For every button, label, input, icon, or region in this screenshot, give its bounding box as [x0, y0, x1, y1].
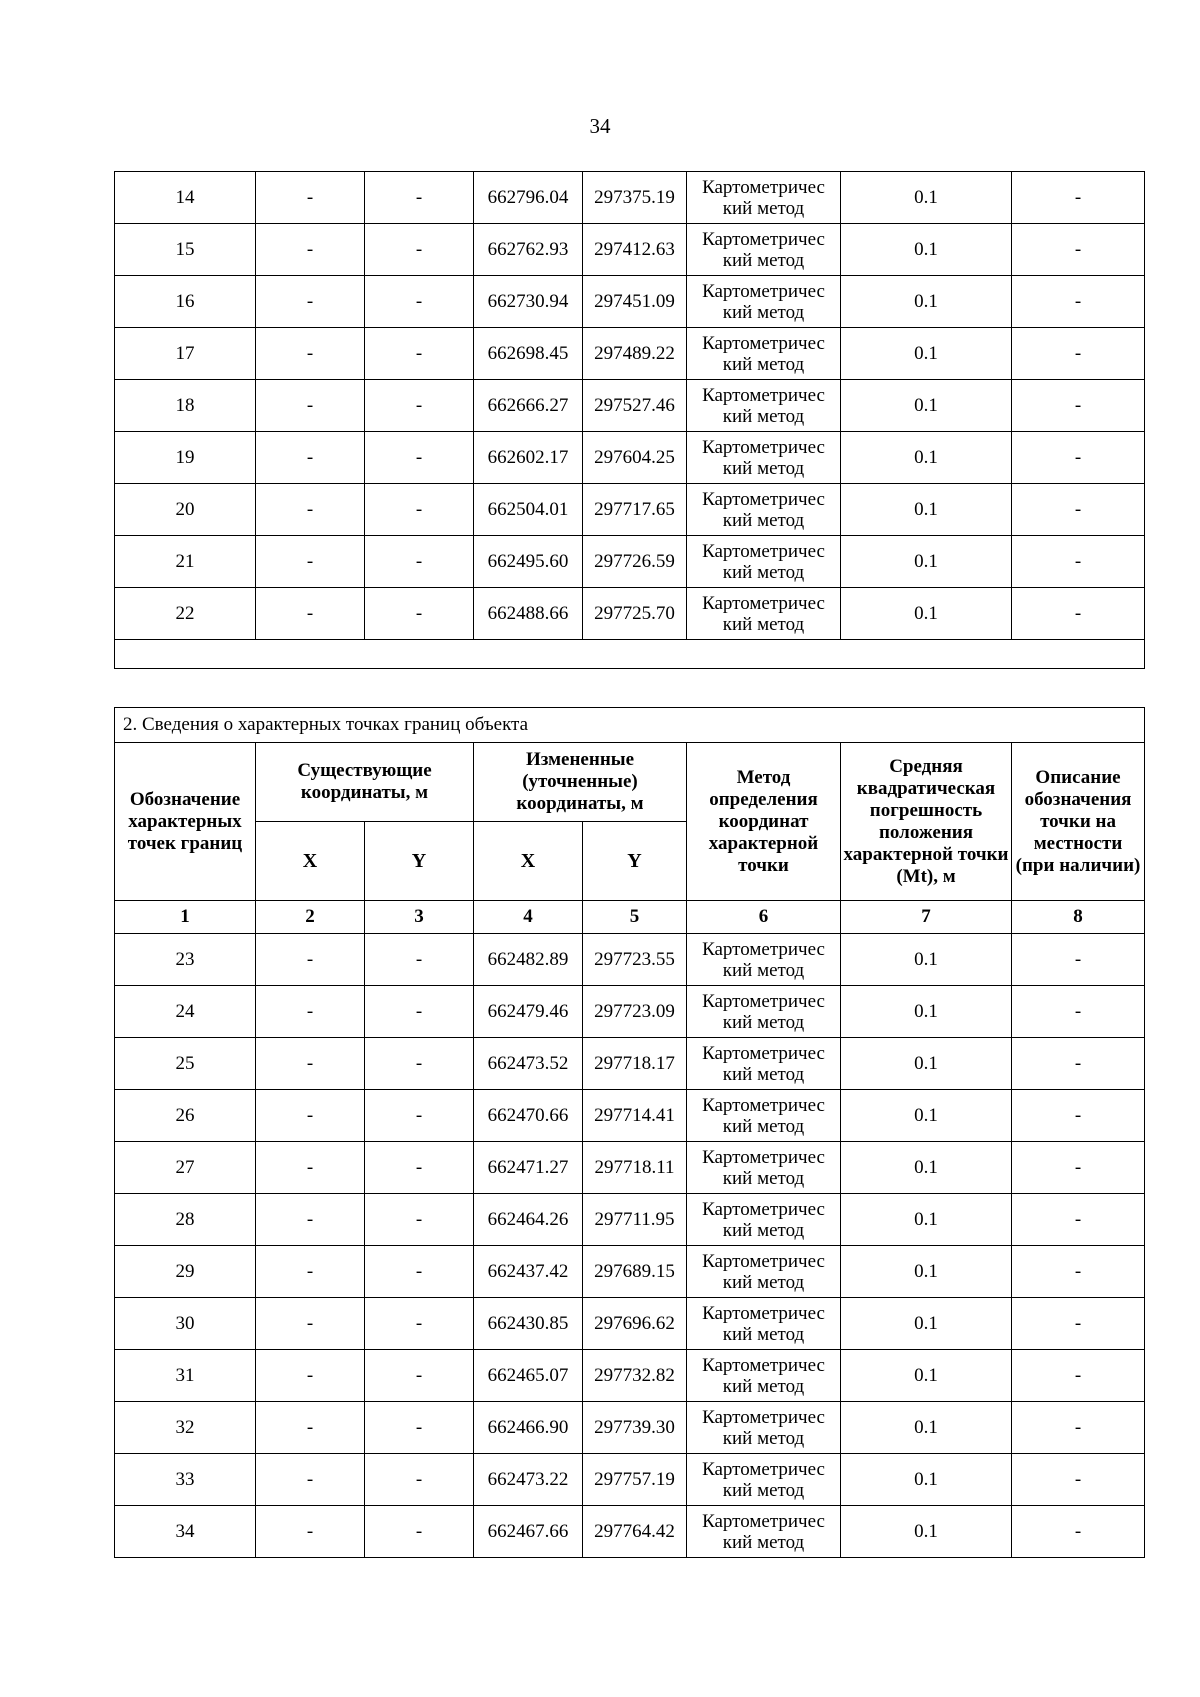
column-number: 8 — [1012, 901, 1145, 934]
cell-point-id: 27 — [115, 1142, 256, 1194]
table-row — [115, 1142, 1145, 1194]
cell-method: Картометричес кий метод — [687, 224, 841, 276]
characteristic-points-table — [114, 707, 1145, 1558]
cell-y: 297527.46 — [583, 380, 687, 432]
column-number: 4 — [474, 901, 583, 934]
cell-existing-y: - — [365, 588, 474, 640]
table-row — [115, 276, 1145, 328]
cell-point-id: 18 — [115, 380, 256, 432]
cell-description: - — [1012, 224, 1145, 276]
cell-mt: 0.1 — [841, 1350, 1012, 1402]
cell-mt: 0.1 — [841, 224, 1012, 276]
cell-existing-y: - — [365, 432, 474, 484]
cell-y: 297718.17 — [583, 1038, 687, 1090]
cell-method: Картометричес кий метод — [687, 1454, 841, 1506]
header-changed-coords: Измененные (уточненные) координаты, м — [474, 743, 687, 822]
cell-method: Картометричес кий метод — [687, 328, 841, 380]
cell-y: 297764.42 — [583, 1506, 687, 1558]
table-row — [115, 1038, 1145, 1090]
cell-x: 662473.22 — [474, 1454, 583, 1506]
table-row — [115, 1298, 1145, 1350]
cell-description: - — [1012, 172, 1145, 224]
cell-x: 662666.27 — [474, 380, 583, 432]
header-description: Описание обозначения точки на местности (при наличии) — [1012, 743, 1145, 901]
cell-y: 297739.30 — [583, 1402, 687, 1454]
cell-y: 297689.15 — [583, 1246, 687, 1298]
cell-method: Картометричес кий метод — [687, 934, 841, 986]
cell-description: - — [1012, 432, 1145, 484]
cell-description: - — [1012, 1402, 1145, 1454]
cell-existing-x: - — [256, 1194, 365, 1246]
cell-description: - — [1012, 380, 1145, 432]
table-row — [115, 380, 1145, 432]
cell-method: Картометричес кий метод — [687, 1298, 841, 1350]
cell-existing-x: - — [256, 986, 365, 1038]
cell-mt: 0.1 — [841, 1090, 1012, 1142]
table-row — [115, 1090, 1145, 1142]
cell-x: 662465.07 — [474, 1350, 583, 1402]
cell-existing-x: - — [256, 588, 365, 640]
cell-existing-y: - — [365, 1506, 474, 1558]
cell-y: 297718.11 — [583, 1142, 687, 1194]
cell-mt: 0.1 — [841, 1194, 1012, 1246]
cell-point-id: 26 — [115, 1090, 256, 1142]
cell-existing-x: - — [256, 1142, 365, 1194]
cell-method: Картометричес кий метод — [687, 1090, 841, 1142]
table-row — [115, 1402, 1145, 1454]
table-row — [115, 588, 1145, 640]
cell-y: 297412.63 — [583, 224, 687, 276]
table-row — [115, 536, 1145, 588]
cell-x: 662796.04 — [474, 172, 583, 224]
header-point: Обозначение характерных точек границ — [115, 743, 256, 901]
cell-existing-x: - — [256, 172, 365, 224]
cell-existing-y: - — [365, 1038, 474, 1090]
cell-existing-x: - — [256, 328, 365, 380]
cell-existing-x: - — [256, 1402, 365, 1454]
cell-description: - — [1012, 1142, 1145, 1194]
cell-existing-y: - — [365, 986, 474, 1038]
cell-method: Картометричес кий метод — [687, 588, 841, 640]
cell-existing-y: - — [365, 1246, 474, 1298]
table-row — [115, 934, 1145, 986]
header-changed-y: Y — [583, 822, 687, 901]
cell-method: Картометричес кий метод — [687, 1142, 841, 1194]
cell-mt: 0.1 — [841, 934, 1012, 986]
cell-point-id: 25 — [115, 1038, 256, 1090]
section-title: 2. Сведения о характерных точках границ объекта — [115, 708, 1145, 743]
header-existing-x: X — [256, 822, 365, 901]
cell-x: 662467.66 — [474, 1506, 583, 1558]
cell-existing-x: - — [256, 1246, 365, 1298]
cell-x: 662762.93 — [474, 224, 583, 276]
cell-x: 662504.01 — [474, 484, 583, 536]
cell-point-id: 16 — [115, 276, 256, 328]
cell-point-id: 21 — [115, 536, 256, 588]
cell-existing-y: - — [365, 1142, 474, 1194]
cell-existing-x: - — [256, 1350, 365, 1402]
table-row — [115, 1246, 1145, 1298]
cell-x: 662730.94 — [474, 276, 583, 328]
column-number: 1 — [115, 901, 256, 934]
cell-mt: 0.1 — [841, 1454, 1012, 1506]
cell-existing-x: - — [256, 276, 365, 328]
cell-point-id: 20 — [115, 484, 256, 536]
header-mt: Средняя квадратическая погрешность положения характерной точки (Mt), м — [841, 743, 1012, 901]
cell-existing-x: - — [256, 432, 365, 484]
cell-point-id: 30 — [115, 1298, 256, 1350]
column-number: 3 — [365, 901, 474, 934]
cell-description: - — [1012, 1298, 1145, 1350]
cell-mt: 0.1 — [841, 1038, 1012, 1090]
cell-description: - — [1012, 934, 1145, 986]
table-row — [115, 1194, 1145, 1246]
cell-description: - — [1012, 986, 1145, 1038]
cell-method: Картометричес кий метод — [687, 986, 841, 1038]
cell-method: Картометричес кий метод — [687, 1350, 841, 1402]
cell-y: 297711.95 — [583, 1194, 687, 1246]
cell-mt: 0.1 — [841, 1142, 1012, 1194]
cell-mt: 0.1 — [841, 1402, 1012, 1454]
cell-x: 662470.66 — [474, 1090, 583, 1142]
cell-x: 662466.90 — [474, 1402, 583, 1454]
cell-existing-y: - — [365, 1090, 474, 1142]
cell-existing-x: - — [256, 536, 365, 588]
table-body — [115, 172, 1145, 640]
coordinates-table-continued — [114, 171, 1145, 669]
cell-description: - — [1012, 536, 1145, 588]
cell-method: Картометричес кий метод — [687, 1402, 841, 1454]
cell-existing-y: - — [365, 1194, 474, 1246]
header-method: Метод определения координат характерной точки — [687, 743, 841, 901]
cell-description: - — [1012, 1506, 1145, 1558]
cell-method: Картометричес кий метод — [687, 484, 841, 536]
cell-existing-x: - — [256, 1298, 365, 1350]
cell-y: 297717.65 — [583, 484, 687, 536]
cell-mt: 0.1 — [841, 328, 1012, 380]
cell-existing-y: - — [365, 224, 474, 276]
cell-y: 297714.41 — [583, 1090, 687, 1142]
cell-y: 297375.19 — [583, 172, 687, 224]
cell-x: 662479.46 — [474, 986, 583, 1038]
cell-existing-x: - — [256, 484, 365, 536]
cell-existing-x: - — [256, 1506, 365, 1558]
table-row — [115, 328, 1145, 380]
cell-description: - — [1012, 1090, 1145, 1142]
cell-description: - — [1012, 1350, 1145, 1402]
cell-existing-y: - — [365, 536, 474, 588]
cell-mt: 0.1 — [841, 1298, 1012, 1350]
cell-method: Картометричес кий метод — [687, 380, 841, 432]
cell-point-id: 23 — [115, 934, 256, 986]
cell-mt: 0.1 — [841, 484, 1012, 536]
cell-point-id: 17 — [115, 328, 256, 380]
cell-point-id: 24 — [115, 986, 256, 1038]
cell-point-id: 19 — [115, 432, 256, 484]
page-number: 34 — [589, 114, 611, 138]
cell-x: 662473.52 — [474, 1038, 583, 1090]
cell-point-id: 15 — [115, 224, 256, 276]
cell-existing-x: - — [256, 934, 365, 986]
cell-x: 662482.89 — [474, 934, 583, 986]
cell-mt: 0.1 — [841, 588, 1012, 640]
cell-method: Картометричес кий метод — [687, 172, 841, 224]
cell-point-id: 32 — [115, 1402, 256, 1454]
cell-description: - — [1012, 328, 1145, 380]
table-row — [115, 1350, 1145, 1402]
cell-x: 662430.85 — [474, 1298, 583, 1350]
table-row — [115, 172, 1145, 224]
cell-mt: 0.1 — [841, 380, 1012, 432]
cell-method: Картометричес кий метод — [687, 1246, 841, 1298]
cell-point-id: 22 — [115, 588, 256, 640]
cell-description: - — [1012, 1194, 1145, 1246]
cell-existing-y: - — [365, 172, 474, 224]
cell-existing-y: - — [365, 1454, 474, 1506]
cell-existing-y: - — [365, 328, 474, 380]
cell-method: Картометричес кий метод — [687, 1506, 841, 1558]
cell-x: 662488.66 — [474, 588, 583, 640]
cell-existing-y: - — [365, 1350, 474, 1402]
cell-mt: 0.1 — [841, 986, 1012, 1038]
cell-y: 297604.25 — [583, 432, 687, 484]
cell-method: Картометричес кий метод — [687, 1038, 841, 1090]
cell-method: Картометричес кий метод — [687, 1194, 841, 1246]
cell-point-id: 34 — [115, 1506, 256, 1558]
cell-y: 297451.09 — [583, 276, 687, 328]
cell-method: Картометричес кий метод — [687, 432, 841, 484]
cell-point-id: 33 — [115, 1454, 256, 1506]
table-row — [115, 484, 1145, 536]
header-existing-coords: Существующие координаты, м — [256, 743, 474, 822]
cell-description: - — [1012, 484, 1145, 536]
cell-existing-x: - — [256, 224, 365, 276]
cell-method: Картометричес кий метод — [687, 276, 841, 328]
column-number: 6 — [687, 901, 841, 934]
cell-existing-x: - — [256, 1090, 365, 1142]
column-number: 7 — [841, 901, 1012, 934]
cell-point-id: 31 — [115, 1350, 256, 1402]
table-row — [115, 1454, 1145, 1506]
cell-mt: 0.1 — [841, 536, 1012, 588]
cell-existing-y: - — [365, 934, 474, 986]
cell-existing-y: - — [365, 276, 474, 328]
cell-y: 297757.19 — [583, 1454, 687, 1506]
cell-mt: 0.1 — [841, 276, 1012, 328]
cell-mt: 0.1 — [841, 172, 1012, 224]
cell-existing-y: - — [365, 1298, 474, 1350]
cell-y: 297723.55 — [583, 934, 687, 986]
cell-y: 297732.82 — [583, 1350, 687, 1402]
table-body — [115, 934, 1145, 1558]
cell-point-id: 28 — [115, 1194, 256, 1246]
header-changed-x: X — [474, 822, 583, 901]
cell-point-id: 14 — [115, 172, 256, 224]
header-existing-y: Y — [365, 822, 474, 901]
cell-point-id: 29 — [115, 1246, 256, 1298]
cell-existing-x: - — [256, 380, 365, 432]
cell-method: Картометричес кий метод — [687, 536, 841, 588]
cell-x: 662495.60 — [474, 536, 583, 588]
cell-description: - — [1012, 1246, 1145, 1298]
cell-description: - — [1012, 276, 1145, 328]
cell-mt: 0.1 — [841, 1506, 1012, 1558]
cell-existing-x: - — [256, 1454, 365, 1506]
table-row — [115, 432, 1145, 484]
cell-description: - — [1012, 1454, 1145, 1506]
column-number: 2 — [256, 901, 365, 934]
empty-row — [115, 640, 1145, 669]
cell-x: 662471.27 — [474, 1142, 583, 1194]
table-row — [115, 224, 1145, 276]
cell-description: - — [1012, 588, 1145, 640]
cell-x: 662698.45 — [474, 328, 583, 380]
cell-existing-x: - — [256, 1038, 365, 1090]
cell-y: 297723.09 — [583, 986, 687, 1038]
table-row — [115, 1506, 1145, 1558]
cell-x: 662464.26 — [474, 1194, 583, 1246]
cell-x: 662602.17 — [474, 432, 583, 484]
cell-y: 297725.70 — [583, 588, 687, 640]
empty-cell — [115, 640, 1145, 669]
cell-x: 662437.42 — [474, 1246, 583, 1298]
cell-y: 297696.62 — [583, 1298, 687, 1350]
cell-y: 297726.59 — [583, 536, 687, 588]
cell-mt: 0.1 — [841, 1246, 1012, 1298]
cell-existing-y: - — [365, 1402, 474, 1454]
column-number: 5 — [583, 901, 687, 934]
table-row — [115, 986, 1145, 1038]
cell-description: - — [1012, 1038, 1145, 1090]
cell-existing-y: - — [365, 484, 474, 536]
cell-existing-y: - — [365, 380, 474, 432]
cell-mt: 0.1 — [841, 432, 1012, 484]
cell-y: 297489.22 — [583, 328, 687, 380]
